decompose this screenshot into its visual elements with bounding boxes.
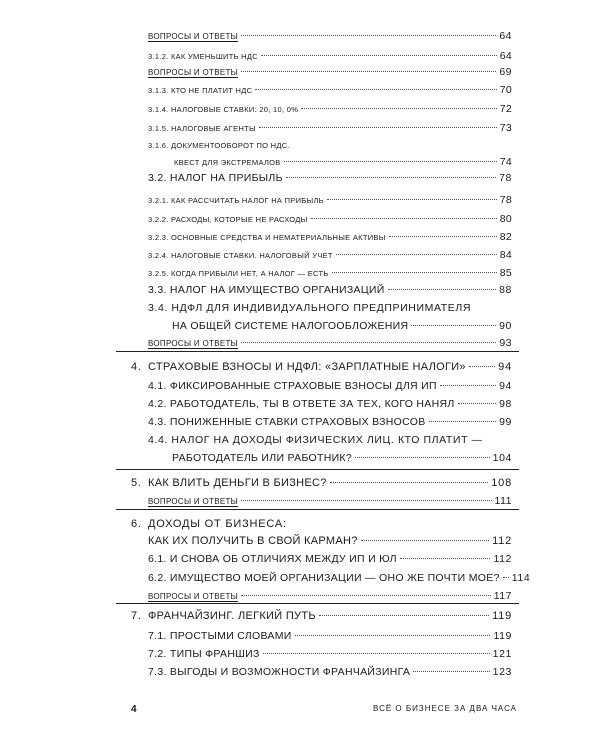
dot-leader: [355, 457, 490, 458]
toc-entry-title: 3.1.5. НАЛОГОВЫЕ АГЕНТЫ: [148, 124, 256, 133]
toc-entry-page: 85: [499, 267, 512, 279]
toc-entry-page: 78: [499, 194, 512, 206]
toc-entry-subsection: [148, 50, 512, 62]
running-title: ВСЁ О БИЗНЕСЕ ЗА ДВА ЧАСА: [373, 704, 518, 713]
toc-entry-page: 78: [499, 172, 512, 184]
dot-leader: [389, 236, 497, 237]
toc-entry-page: 93: [499, 337, 512, 349]
dot-leader: [286, 177, 496, 178]
dot-leader: [284, 161, 497, 162]
toc-entry-page: 94: [498, 361, 512, 373]
chapter-divider: [116, 509, 519, 510]
page-number: 4: [131, 704, 138, 715]
toc-entry-page: 64: [499, 30, 512, 42]
chapter-divider: [116, 603, 519, 604]
toc-entry-title: ВОПРОСЫ И ОТВЕТЫ: [148, 592, 239, 601]
chapter-number: 6.: [131, 518, 142, 530]
toc-entry-title: 3.1.3. КТО НЕ ПЛАТИТ НДС: [148, 86, 253, 95]
toc-entry-title: 3.1.2. КАК УМЕНЬШИТЬ НДС: [148, 52, 258, 61]
toc-entry-title: 4.2. РАБОТОДАТЕЛЬ, ТЫ В ОТВЕТЕ ЗА ТЕХ, КОГО НАНЯЛ: [148, 398, 455, 410]
dot-leader: [429, 421, 497, 422]
toc-entry-title-line1: 3.1.6. ДОКУМЕНТООБОРОТ ПО НДС.: [148, 141, 290, 150]
toc-entry-title: КВЕСТ ДЛЯ ЭКСТРЕМАЛОВ: [174, 158, 281, 167]
toc-entry-title: РАБОТОДАТЕЛЬ ИЛИ РАБОТНИК?: [172, 452, 352, 464]
toc-entry-page: 104: [492, 452, 512, 464]
dot-leader: [259, 127, 497, 128]
toc-entry-section: [148, 416, 512, 428]
toc-entry-subsection: [148, 267, 512, 279]
toc-entry-title: 7.3. ВЫГОДЫ И ВОЗМОЖНОСТИ ФРАНЧАЙЗИНГА: [148, 666, 411, 678]
toc-entry-title: ВОПРОСЫ И ОТВЕТЫ: [148, 32, 239, 41]
toc-entry-section: [148, 553, 512, 565]
toc-entry-title: СТРАХОВЫЕ ВЗНОСЫ И НДФЛ: «ЗАРПЛАТНЫЕ НАЛОГИ»: [148, 361, 466, 373]
toc-entry-title: 7.2. ТИПЫ ФРАНШИЗ: [148, 648, 260, 660]
dot-leader: [388, 289, 497, 290]
toc-entry-page: 108: [491, 477, 512, 489]
toc-entry-section: [148, 398, 512, 410]
toc-entry-subsection: [148, 84, 512, 96]
dot-leader: [361, 540, 489, 541]
toc-entry-page: 111: [494, 495, 512, 507]
toc-entry-subsection: [148, 213, 512, 225]
toc-entry-title: ФРАНЧАЙЗИНГ. ЛЕГКИЙ ПУТЬ: [148, 610, 316, 622]
toc-entry-page: 119: [492, 610, 512, 622]
toc-entry-page: 121: [492, 648, 512, 660]
toc-entry-title: 3.1.4. НАЛОГОВЫЕ СТАВКИ: 20, 10, 0%: [148, 105, 299, 114]
dot-leader: [301, 108, 497, 109]
toc-entry-page: 94: [499, 380, 512, 392]
dot-leader: [327, 199, 497, 200]
toc-entry-subsection: [148, 249, 512, 261]
toc-entry-subsection: [174, 156, 512, 168]
dot-leader: [440, 385, 496, 386]
toc-entry-section: [172, 320, 512, 332]
toc-entry-title: ВОПРОСЫ И ОТВЕТЫ: [148, 68, 239, 77]
dot-leader: [311, 218, 497, 219]
toc-entry-page: 114: [511, 572, 531, 584]
toc-entry-section: [172, 452, 512, 464]
dot-leader: [255, 89, 496, 90]
toc-entry-title-line1: ДОХОДЫ ОТ БИЗНЕСА:: [148, 518, 287, 530]
toc-entry-title: 3.2.4. НАЛОГОВЫЕ СТАВКИ. НАЛОГОВЫЙ УЧЕТ: [148, 251, 333, 260]
toc-entry-title: 3.2.2. РАСХОДЫ, КОТОРЫЕ НЕ РАСХОДЫ: [148, 215, 308, 224]
toc-entry-subsection: [148, 103, 512, 115]
chapter-number: 5.: [131, 477, 142, 489]
toc-entry-section: [148, 630, 512, 642]
dot-leader: [261, 55, 497, 56]
toc-entry-section: [148, 572, 531, 584]
toc-entry-title: КАК ВЛИТЬ ДЕНЬГИ В БИЗНЕС?: [148, 477, 327, 489]
chapter-number: 4.: [131, 361, 142, 373]
toc-entry-title: ВОПРОСЫ И ОТВЕТЫ: [148, 339, 239, 348]
toc-entry-qa: [148, 495, 512, 507]
toc-entry-page: 70: [499, 84, 512, 96]
toc-entry-title: 4.3. ПОНИЖЕННЫЕ СТАВКИ СТРАХОВЫХ ВЗНОСОВ: [148, 416, 426, 428]
chapter-number: 7.: [131, 610, 142, 622]
dot-leader: [332, 272, 497, 273]
dot-leader: [241, 35, 496, 36]
dot-leader: [469, 366, 495, 367]
toc-entry-page: 73: [499, 122, 512, 134]
toc-entry-page: 119: [493, 630, 512, 642]
toc-entry-page: 99: [499, 416, 512, 428]
toc-entry-page: 112: [493, 553, 512, 565]
dot-leader: [263, 653, 490, 654]
toc-entry-page: 90: [499, 320, 512, 332]
toc-entry-title: КАК ИХ ПОЛУЧИТЬ В СВОЙ КАРМАН?: [148, 535, 358, 547]
toc-entry-title: 7.1. ПРОСТЫМИ СЛОВАМИ: [148, 630, 292, 642]
toc-entry-title: 6.2. ИМУЩЕСТВО МОЕЙ ОРГАНИЗАЦИИ — ОНО ЖЕ ПОЧТИ МОЕ?: [148, 572, 500, 584]
dot-leader: [241, 595, 491, 596]
chapter-divider: [116, 469, 519, 470]
toc-entry-section: [148, 648, 512, 660]
dot-leader: [336, 254, 497, 255]
dot-leader: [413, 671, 489, 672]
toc-entry-title: 3.2.5. КОГДА ПРИБЫЛИ НЕТ, А НАЛОГ — ЕСТЬ: [148, 269, 329, 278]
toc-entry-title: НА ОБЩЕЙ СИСТЕМЕ НАЛОГООБЛОЖЕНИЯ: [172, 320, 409, 332]
toc-entry-page: 72: [499, 103, 512, 115]
dot-leader: [241, 500, 492, 501]
toc-entry-chapter: [148, 477, 512, 489]
toc-entry-page: 69: [499, 66, 512, 78]
toc-entry-title: 3.2.3. ОСНОВНЫЕ СРЕДСТВА И НЕМАТЕРИАЛЬНЫЕ АКТИВЫ: [148, 233, 386, 242]
dot-leader: [295, 635, 491, 636]
toc-entry-qa: [148, 66, 512, 78]
toc-entry-page: 74: [499, 156, 512, 168]
toc-entry-chapter: [148, 535, 512, 547]
toc-entry-section: [148, 172, 512, 184]
toc-entry-subsection: [148, 231, 512, 243]
toc-entry-title: 3.2.1. КАК РАССЧИТАТЬ НАЛОГ НА ПРИБЫЛЬ: [148, 196, 324, 205]
dot-leader: [330, 482, 489, 483]
dot-leader: [241, 342, 496, 343]
toc-entry-page: 88: [499, 284, 512, 296]
toc-entry-title-line1: 3.4. НДФЛ ДЛЯ ИНДИВИДУАЛЬНОГО ПРЕДПРИНИМАТЕЛЯ: [148, 302, 472, 314]
toc-entry-title: ВОПРОСЫ И ОТВЕТЫ: [148, 497, 239, 506]
toc-entry-page: 82: [499, 231, 512, 243]
toc-entry-subsection: [148, 122, 512, 134]
dot-leader: [241, 71, 496, 72]
dot-leader: [503, 577, 509, 578]
toc-entry-page: 64: [499, 50, 512, 62]
dot-leader: [319, 615, 489, 616]
toc-entry-qa: [148, 337, 512, 349]
toc-entry-title-line1: 4.4. НАЛОГ НА ДОХОДЫ ФИЗИЧЕСКИХ ЛИЦ. КТО ПЛАТИТ —: [148, 434, 483, 446]
dot-leader: [400, 558, 491, 559]
toc-entry-qa: [148, 30, 512, 42]
toc-entry-section: [148, 666, 512, 678]
dot-leader: [411, 325, 496, 326]
toc-entry-page: 112: [492, 535, 512, 547]
chapter-divider: [116, 351, 519, 352]
toc-entry-chapter: [148, 610, 512, 622]
dot-leader: [458, 403, 497, 404]
toc-entry-chapter: [148, 361, 512, 373]
toc-entry-subsection: [148, 194, 512, 206]
toc-entry-title: 3.3. НАЛОГ НА ИМУЩЕСТВО ОРГАНИЗАЦИЙ: [148, 284, 385, 296]
toc-entry-page: 80: [499, 213, 512, 225]
toc-entry-qa: [148, 590, 512, 602]
toc-entry-page: 98: [499, 398, 512, 410]
toc-entry-section: [148, 284, 512, 296]
toc-entry-page: 123: [492, 666, 512, 678]
toc-entry-title: 6.1. И СНОВА ОБ ОТЛИЧИЯХ МЕЖДУ ИП И ЮЛ: [148, 553, 397, 565]
toc-entry-page: 117: [493, 590, 512, 602]
toc-entry-page: 84: [499, 249, 512, 261]
toc-entry-section: [148, 380, 512, 392]
toc-entry-title: 4.1. ФИКСИРОВАННЫЕ СТРАХОВЫЕ ВЗНОСЫ ДЛЯ ИП: [148, 380, 437, 392]
toc-entry-title: 3.2. НАЛОГ НА ПРИБЫЛЬ: [148, 172, 283, 184]
